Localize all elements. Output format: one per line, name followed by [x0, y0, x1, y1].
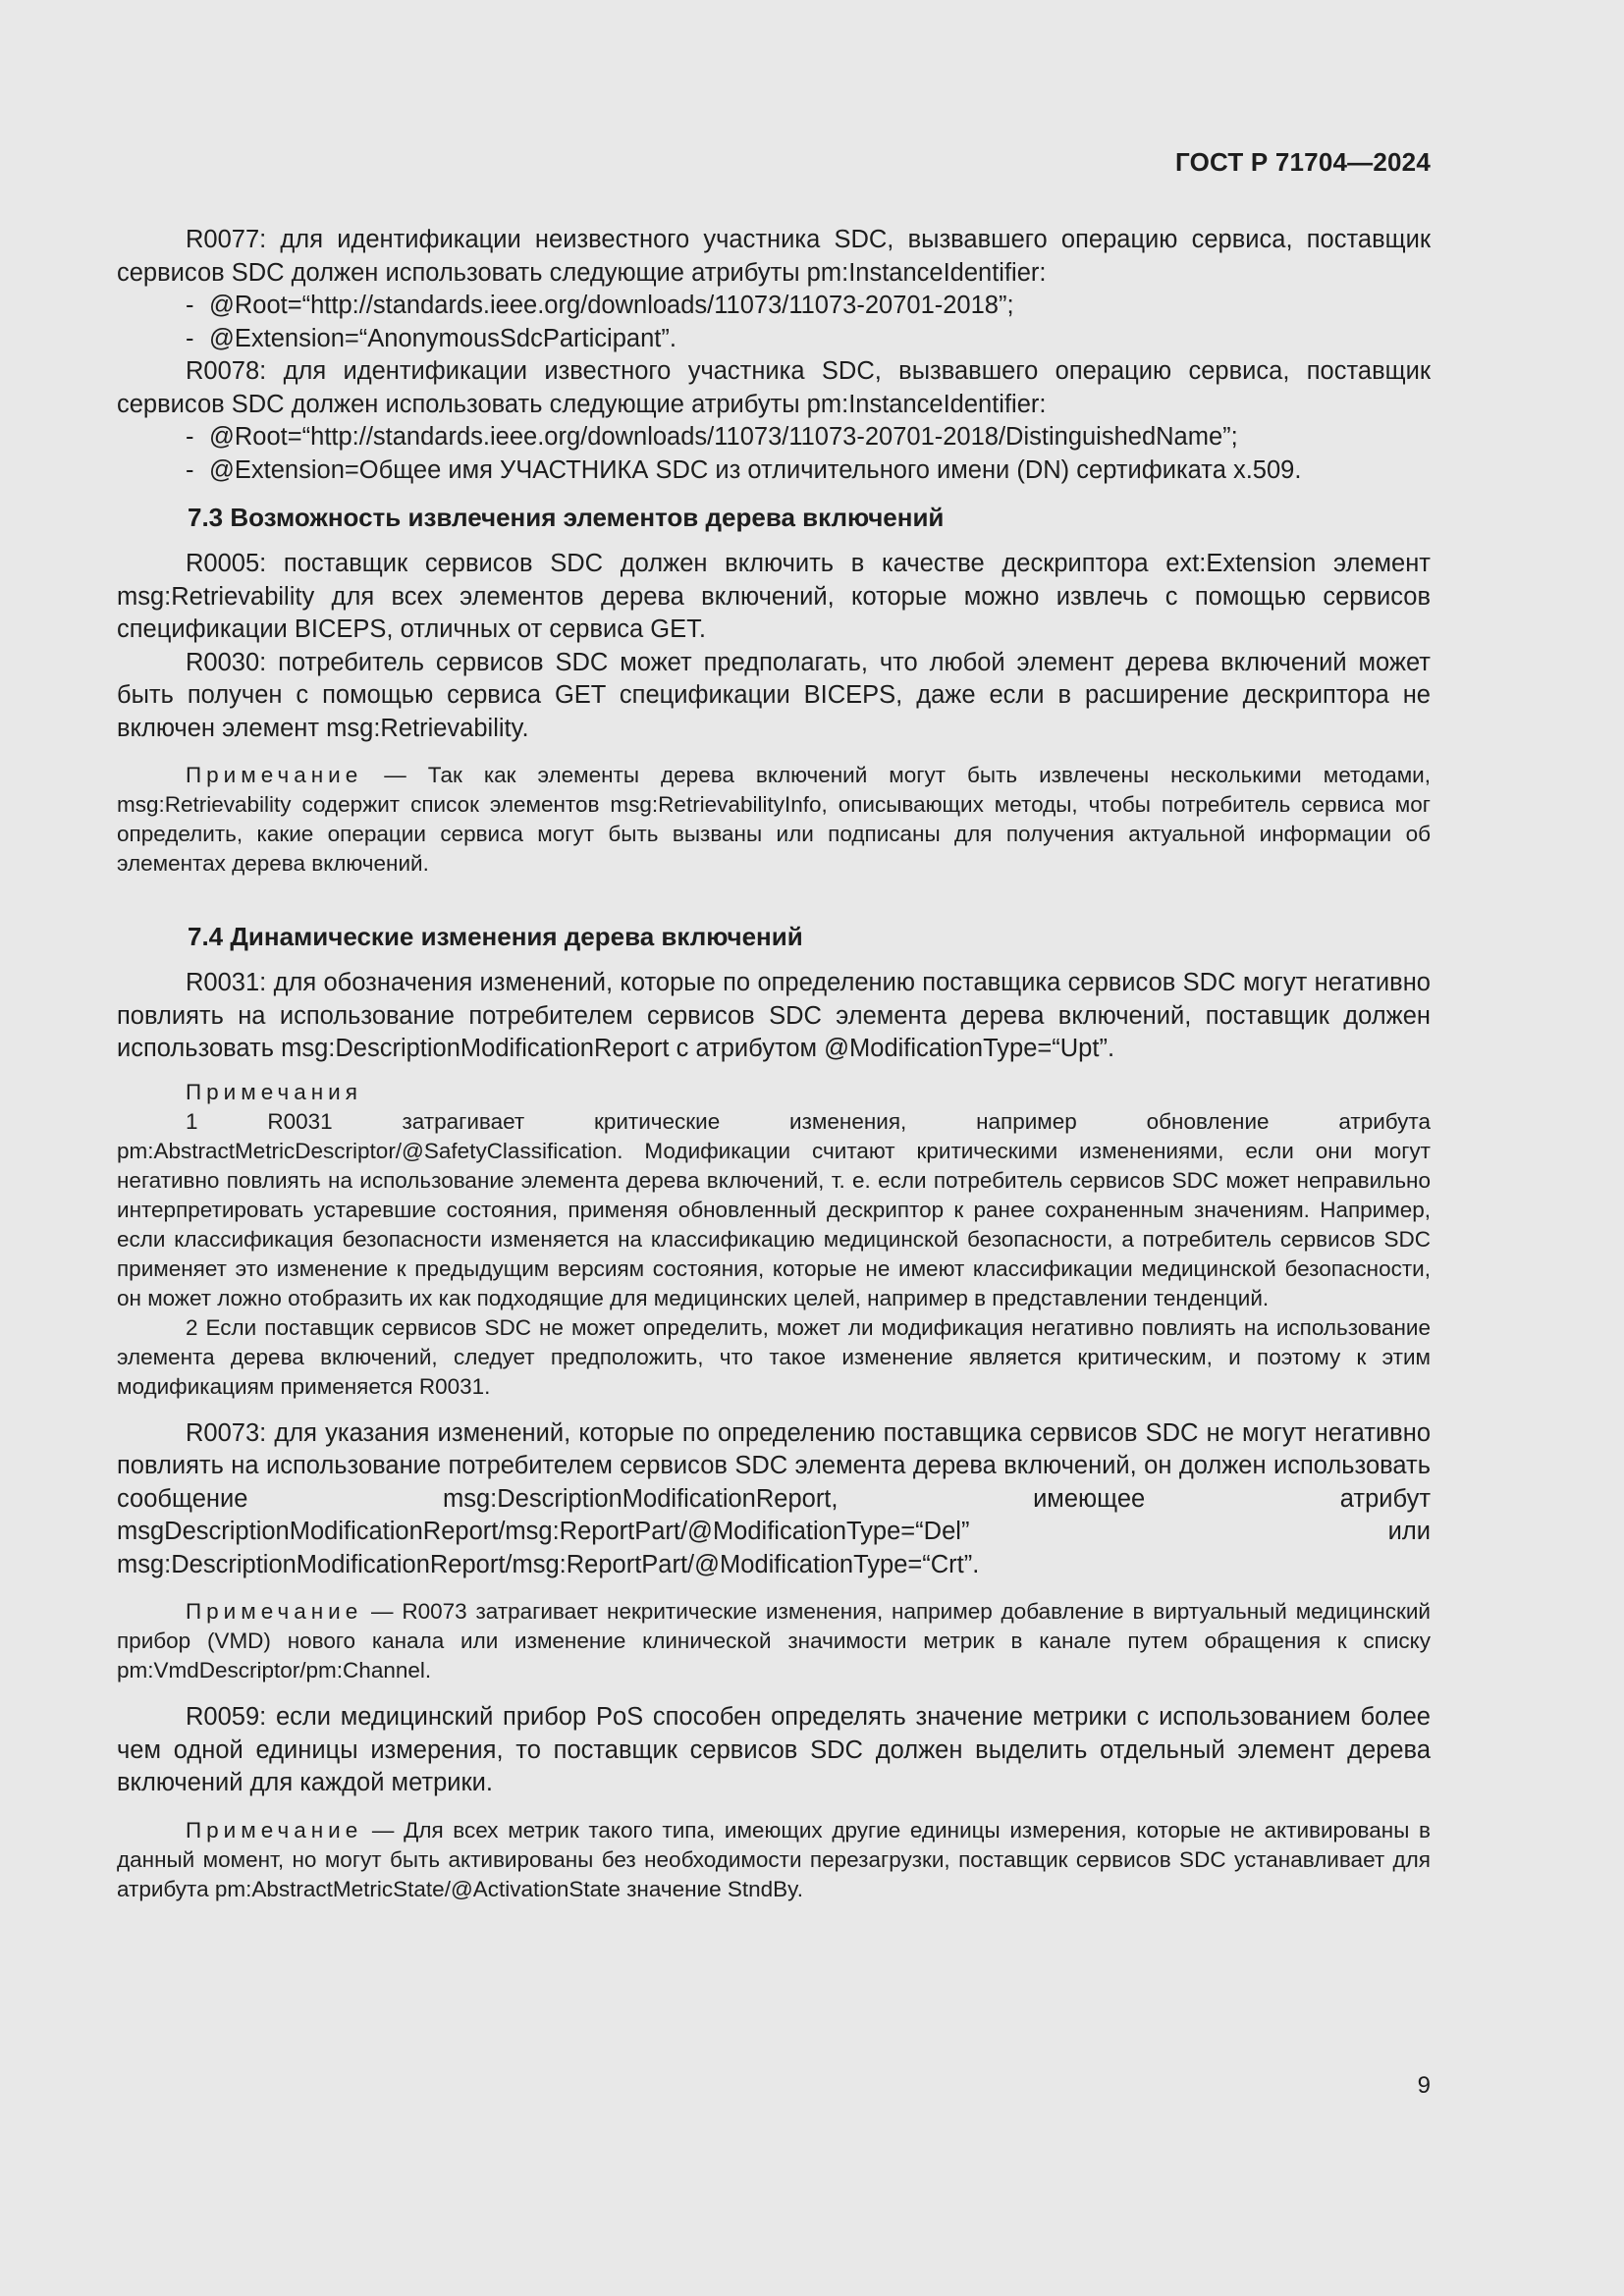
- note-label: Примечание: [186, 763, 363, 787]
- note-label: Примечание: [186, 1599, 363, 1624]
- note-r0073: [117, 1597, 1431, 1685]
- requirement-r0030: R0030: потребитель сервисов SDC может предполагать, что любой элемент дерева включений может быть получен с помощью сервиса GET спецификации BICEPS, даже если в расширение дескриптора не включен элемент msg:Retrievability.: [117, 648, 1431, 742]
- list-item: [117, 290, 1431, 323]
- note-text: — R0073 затрагивает некритические изменения, например добавление в виртуальный медицинский прибор (VMD) нового канала или изменение клинической значимости метрик в канале путем обращения к списку pm:VmdDescriptor/pm:Channel.: [117, 1599, 1431, 1682]
- list-item-text: @Root=“http://standards.ieee.org/downloads/11073/11073-20701-2018/DistinguishedName”;: [209, 423, 1238, 451]
- note-label: Примечание: [186, 1817, 363, 1842]
- note-text: — Так как элементы дерева включений могут быть извлечены несколькими методами, msg:Retrievability содержит список элементов msg:RetrievabilityInfo, описывающих методы, чтобы потребитель сервиса мог определить, какие операции сервиса могут быть вызваны или подписаны для получения актуальной информации об элементах дерева включений.: [117, 763, 1431, 876]
- list-dash: -: [186, 324, 194, 352]
- list-item: [117, 421, 1431, 454]
- list-item-text: @Root=“http://standards.ieee.org/downloads/11073/11073-20701-2018”;: [209, 292, 1014, 319]
- list-item-text: @Extension=“AnonymousSdcParticipant”.: [209, 324, 677, 352]
- note-text: — Для всех метрик такого типа, имеющих другие единицы измерения, которые не активированы в данный момент, но могут быть активированы без необходимости перезагрузки, поставщик сервисов SDC устанавливает для атрибута pm:AbstractMetricState/@ActivationState значение StndBy.: [117, 1817, 1431, 1901]
- requirement-r0059: R0059: если медицинский прибор PoS способен определять значение метрики с использованием более чем одной единицы измерения, то поставщик сервисов SDC должен выделить отдельный элемент дерева включений для каждой метрики.: [117, 1703, 1431, 1796]
- requirement-r0078: R0078: для идентификации известного участника SDC, вызвавшего операцию сервиса, поставщик сервисов SDC должен использовать следующие атрибуты pm:InstanceIdentifier:: [117, 357, 1431, 418]
- list-item: [117, 454, 1431, 488]
- section-heading-7-4: 7.4 Динамические изменения дерева включений: [188, 922, 803, 951]
- list-item: [117, 323, 1431, 356]
- requirement-r0031: R0031: для обозначения изменений, которые по определению поставщика сервисов SDC могут негативно повлиять на использование потребителем сервисов SDC элемента дерева включений, поставщик должен использовать msg:DescriptionModificationReport с атрибутом @ModificationType=“Upt”.: [117, 969, 1431, 1062]
- notes-title: Примечания: [186, 1079, 362, 1104]
- list-item-text: @Extension=Общее имя УЧАСТНИКА SDC из отличительного имени (DN) сертификата x.509.: [209, 455, 1302, 484]
- note-item-1: 1 R0031 затрагивает критические изменения, например обновление атрибута pm:AbstractMetricDescriptor/@SafetyClassification. Модификации считают критическими изменениями, если они могут негативно повлиять на использование элемента дерева включений, т. е. если потребитель сервисов SDC может неправильно интерпретировать устаревшие состояния, применяя обновленный дескриптор к ранее сохраненным значениям. Например, если классификация безопасности изменяется на классификацию медицинской безопасности, а потребитель сервисов SDC применяет это изменение к предыдущим версиям состояния, которые не имеют классификации медицинской безопасности, он может ложно отобразить их как подходящие для медицинских целей, например в представлении тенденций.: [117, 1108, 1431, 1310]
- note-activation-state: [117, 1816, 1431, 1904]
- note-retrievability: [117, 761, 1431, 879]
- list-dash: -: [186, 292, 194, 319]
- list-dash: -: [186, 423, 194, 451]
- requirement-r0073: R0073: для указания изменений, которые по определению поставщика сервисов SDC не могут негативно повлиять на использование потребителем сервисов SDC элемента дерева включений, он должен использовать сообщение msg:DescriptionModificationReport, имеющее атрибут msgDescriptionModificationReport/msg:ReportPart/@ModificationType=“Del” или msg:DescriptionModificationReport/msg:ReportPart/@ModificationType=“Crt”.: [117, 1418, 1431, 1578]
- requirement-r0077: R0077: для идентификации неизвестного участника SDC, вызвавшего операцию сервиса, поставщик сервисов SDC должен использовать следующие атрибуты pm:InstanceIdentifier:: [117, 226, 1431, 287]
- standard-designation: ГОСТ Р 71704—2024: [1175, 147, 1431, 177]
- requirement-r0005: R0005: поставщик сервисов SDC должен включить в качестве дескриптора ext:Extension элемент msg:Retrievability для всех элементов дерева включений, которые можно извлечь с помощью сервисов спецификации BICEPS, отличных от сервиса GET.: [117, 550, 1431, 643]
- section-heading-7-3: 7.3 Возможность извлечения элементов дерева включений: [188, 503, 945, 532]
- page-number: 9: [1417, 2072, 1431, 2099]
- note-item-2: 2 Если поставщик сервисов SDC не может определить, может ли модификация негативно повлиять на использование элемента дерева включений, следует предположить, что такое изменение является критическим, и поэтому к этим модификациям применяется R0031.: [117, 1314, 1431, 1399]
- page-body: [117, 224, 1431, 1904]
- list-dash: -: [186, 455, 194, 484]
